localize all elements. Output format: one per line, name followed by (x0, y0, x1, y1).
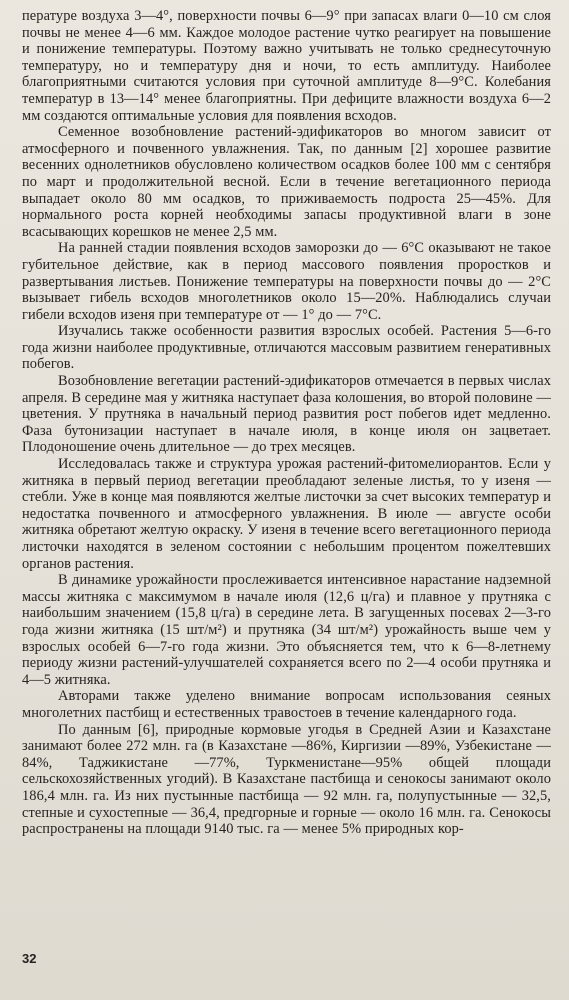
paragraph: В динамике урожайности прослеживается интенсивное нарастание надземной массы житняка с максимумом в начале июля (12,6 ц/га) и плавное у прутняка с наибольшим значением (15,8 ц/га) в середине лета. В загущенных посевах 2—3-го года жизни житняка (15 шт/м²) и прутняка (34 шт/м²) урожайность выше чем у взрослых особей 6—7-го года жизни. Это объясняется тем, что к 6—8-летнему периоду жизни растений-улучшателей сохраняется всего по 2—4 особи прутняка и 4—5 житняка. (22, 572, 551, 688)
paragraph: пературе воздуха 3—4°, поверхности почвы 6—9° при запасах влаги 0—10 см слоя почвы не менее 4—6 мм. Каждое молодое растение чутко реагирует на повышение и понижение температуры. Поэтому важно учитывать не только среднесуточную температуру, но и температуру дня и ночи, то есть амплитуду. Наиболее благоприятными считаются условия при суточной амплитуде 8—9°С. Колебания температур в 13—14° менее благоприятны. При дефиците влажности воздуха 6—2 мм создаются оптимальные условия для появления всходов. (22, 8, 551, 124)
paragraph: Изучались также особенности развития взрослых особей. Растения 5—6-го года жизни наиболее продуктивные, отличаются массовым развитием генеративных побегов. (22, 323, 551, 373)
paragraph: Исследовалась также и структура урожая растений-фитомелиорантов. Если у житняка в первый период вегетации преобладают зеленые листья, то у изеня — стебли. Уже в конце мая появляются желтые листочки за счет высоких температур и недостатка почвенного и атмосферного увлажнения. В июле — августе особи житняка обретают желтую окраску. У изеня в течение всего вегетационного периода листочки находятся в зеленом состоянии с небольшим процентом пожелтевших органов растения. (22, 456, 551, 572)
paragraph: Авторами также уделено внимание вопросам использования сеяных многолетних пастбищ и естественных травостоев в течение календарного года. (22, 688, 551, 721)
paragraph: Семенное возобновление растений-эдификаторов во многом зависит от атмосферного и почвенного увлажнения. Так, по данным [2] хорошее развитие весенних однолетников обусловлено количеством осадков более 100 мм с сентября по март и продолжительной весной. Если в течение вегетационного периода выпадает около 80 мм осадков, то приживаемость подроста 25—45%. Для нормального роста корней необходимы запасы продуктивной влаги в зоне всасывающих корешков не менее 2,5 мм. (22, 124, 551, 240)
paragraph: На ранней стадии появления всходов заморозки до — 6°С оказывают не такое губительное действие, как в период массового появления проростков и развертывания листьев. Понижение температуры на поверхности почвы до — 2°С вызывает гибель всходов многолетников около 15—20%. Наблюдались случаи гибели всходов изеня при температуре от — 1° до — 7°С. (22, 240, 551, 323)
paragraph: Возобновление вегетации растений-эдификаторов отмечается в первых числах апреля. В середине мая у житняка наступает фаза колошения, во второй половине — цветения. У прутняка в начальный период развития рост побегов идет медленно. Фаза бутонизации наступает в начале июля, в конце июля он зацветает. Плодоношение очень длительное — до трех месяцев. (22, 373, 551, 456)
page-number: 32 (22, 951, 37, 966)
paragraph: По данным [6], природные кормовые угодья в Средней Азии и Казахстане занимают более 272 млн. га (в Казахстане —86%, Киргизии —89%, Узбекистане —84%, Таджикистане —77%, Туркменистане—95% общей площади сельскохозяйственных угодий). В Казахстане пастбища и сенокосы занимают около 186,4 млн. га. Из них пустынные пастбища — 92 млн. га, полупустынные — 32,5, степные и сухостепные — 36,4, предгорные и горные — около 16 млн. га. Сенокосы распространены на площади 9140 тыс. га — менее 5% природных кор- (22, 721, 551, 838)
